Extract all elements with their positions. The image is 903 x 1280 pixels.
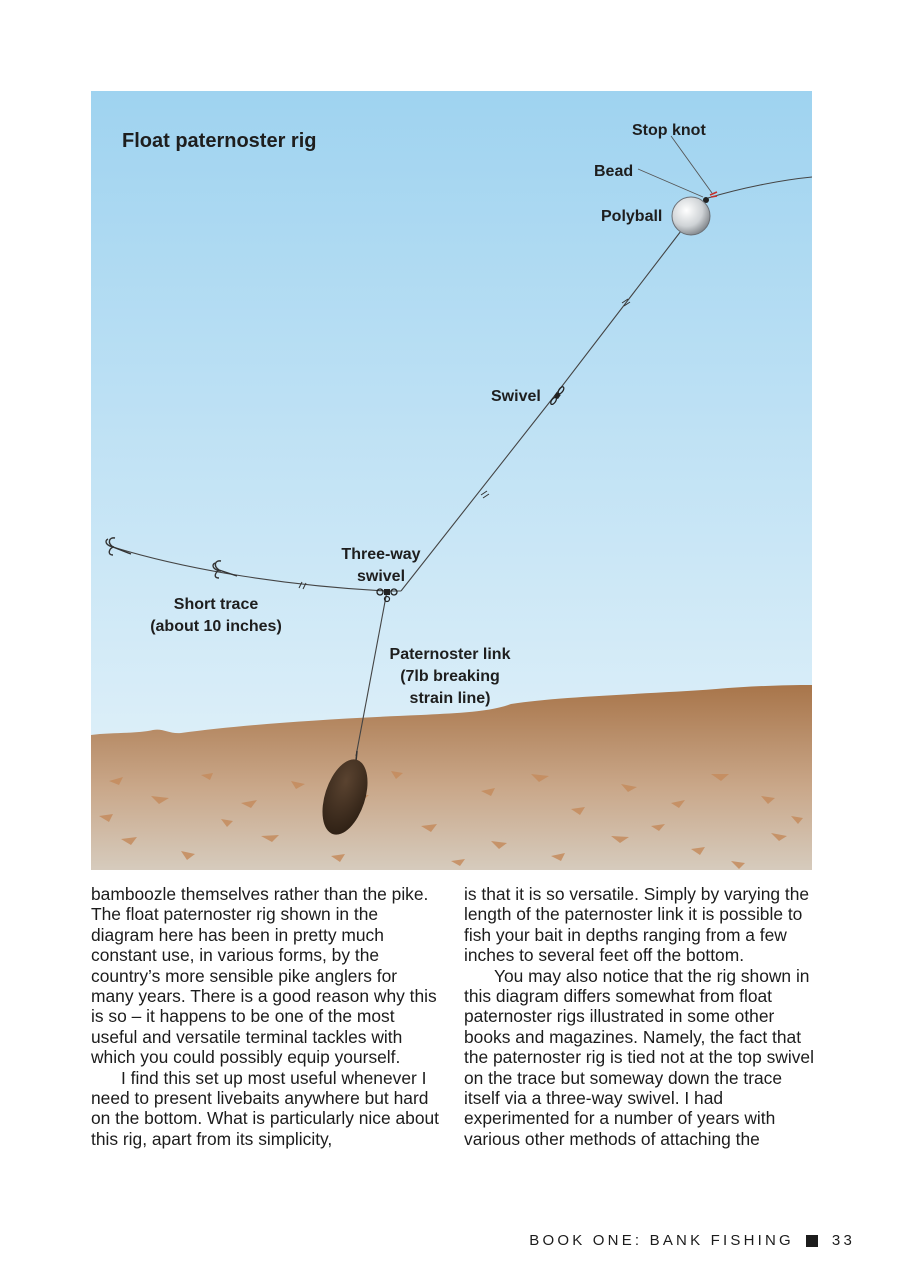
- figure-title: Float paternoster rig: [122, 130, 317, 152]
- page-footer: [529, 1232, 855, 1249]
- paragraph: is that it is so versatile. Simply by varying the length of the paternoster link it is possible to fish your bait in depths ranging from a few inches to several feet off the bottom.: [464, 884, 810, 966]
- page-number: 33: [831, 1232, 855, 1249]
- label-stop-knot: Stop knot: [632, 122, 706, 139]
- label-polyball: Polyball: [601, 208, 663, 225]
- label-paternoster-link-1: Paternoster link: [389, 646, 511, 663]
- label-swivel: Swivel: [491, 388, 541, 405]
- rig-diagram: [91, 91, 812, 870]
- square-separator-icon: [806, 1235, 818, 1247]
- polyball: [672, 197, 710, 235]
- label-bead: Bead: [594, 163, 634, 180]
- label-paternoster-link-3: strain line): [409, 690, 491, 707]
- label-three-way-swivel-2: swivel: [356, 568, 406, 585]
- paragraph: bamboozle themselves rather than the pike. The float paternoster rig shown in the diagram here has been in pretty much constant use, in various forms, by the country’s more sensible pike anglers for many years. There is a good reason why this is so – it happens to be one of the most useful and versatile terminal tackles with which you could possibly equip yourself.: [91, 884, 437, 1068]
- label-three-way-swivel-1: Three-way: [341, 546, 421, 563]
- paragraph: I find this set up most useful whenever I need to present livebaits anywhere but hard on the bottom. What is particularly nice about this rig, apart from its simplicity,: [91, 1067, 439, 1149]
- paragraph: You may also notice that the rig shown in this diagram differs somewhat from float paternoster rigs illustrated in some other books and magazines. Namely, the fact that the paternoster rig is tied not at the top swivel on the trace but someway down the trace itself via a three-way swivel. I had experimented for a number of years with various other methods of attaching the: [464, 965, 814, 1149]
- label-short-trace-2: (about 10 inches): [150, 618, 282, 635]
- body-column-right: [464, 884, 816, 1149]
- running-footer-section: BOOK ONE: BANK FISHING: [529, 1232, 794, 1249]
- body-column-left: [91, 884, 443, 1149]
- label-short-trace-1: Short trace: [173, 596, 259, 613]
- label-paternoster-link-2: (7lb breaking: [400, 668, 500, 685]
